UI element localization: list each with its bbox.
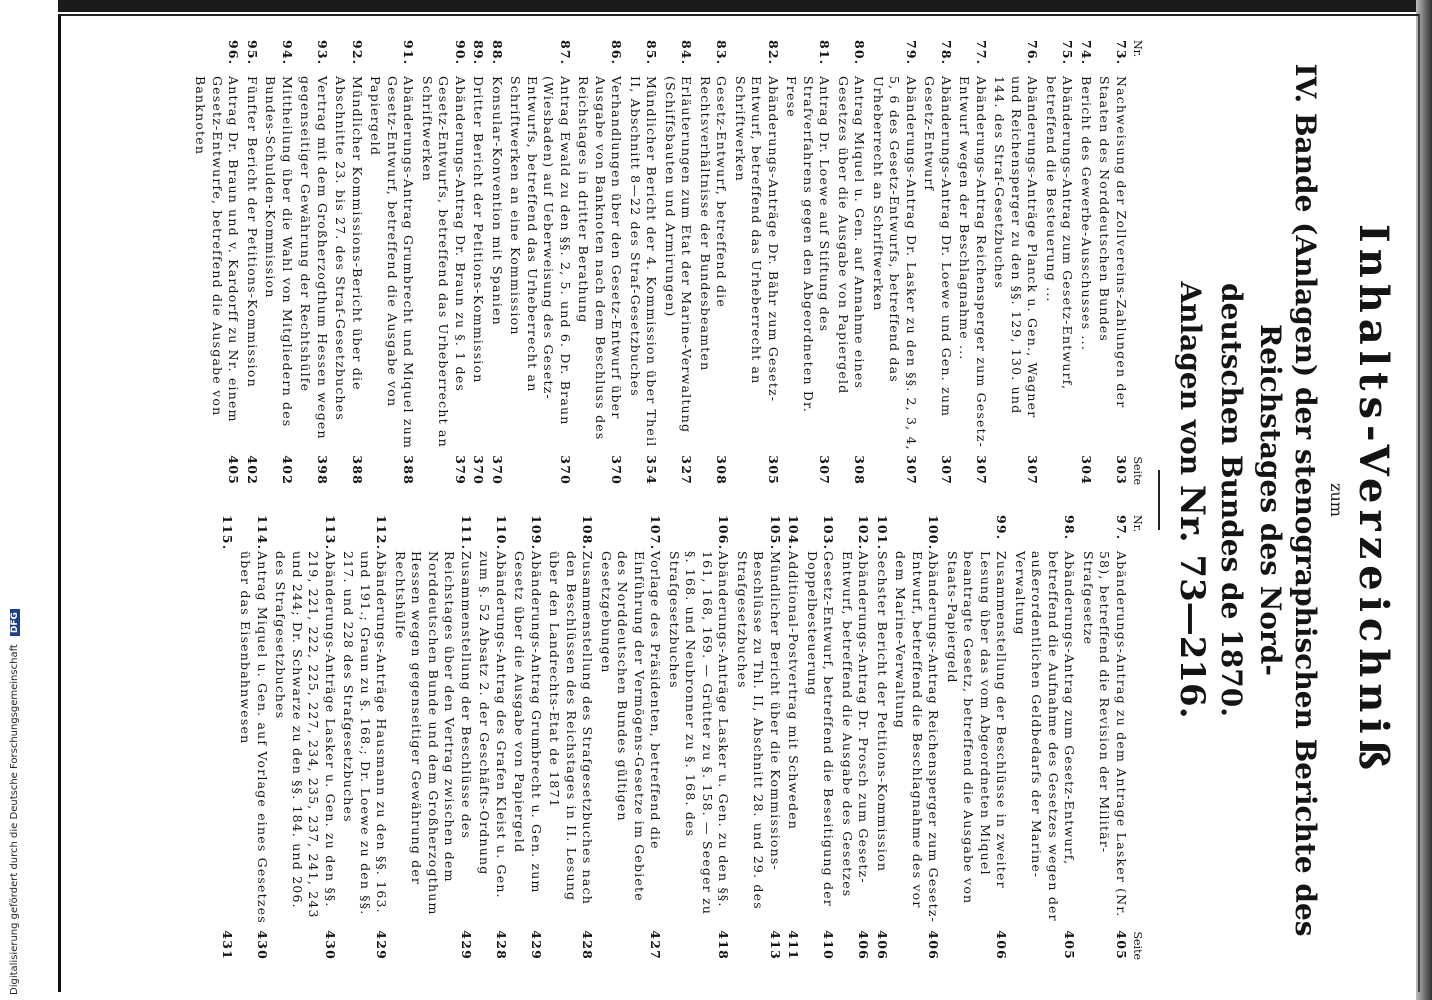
document-header	[1158, 40, 1397, 960]
entry-text: Abänderungs-Antrag Dr. Lasker zu den §§. 2, 3, 4, 5, 6 des Gesetz-Entwurfs, betreffend das Urheberrecht an Schriftwerken	[871, 76, 919, 451]
entry-number: 87.	[558, 40, 573, 66]
entry-number: 74.	[1079, 40, 1094, 66]
toc-entry	[192, 40, 242, 485]
entry-text: Abänderungs-Antrag Dr. Prosch zum Gesetz-Entwurf, betreffend die Ausgabe des Gesetzes	[840, 551, 872, 898]
entry-page: 430	[255, 930, 270, 960]
entry-number: 96.	[226, 40, 242, 66]
entry-page: 402	[280, 455, 295, 485]
entry-page: 388	[401, 455, 417, 485]
entry-text: Vorlage des Präsidenten, betreffend die Einführung der Vermögens-Gesetze im Gebiete des Norddeutschen Bundes gültigen Gesetzgebungen	[599, 551, 664, 902]
entry-number: 84.	[679, 40, 695, 66]
column-head	[1131, 40, 1144, 485]
entry-page: 411	[786, 930, 802, 960]
toc-entry	[892, 515, 942, 960]
toc-column-left	[190, 40, 1144, 485]
entry-text: Zusammenstellung der Beschlüsse des Reichstages über den Vertrag zwischen dem Norddeutschen Bunde und dem Großherzogthum Hessen wegen gegenseitiger Gewährung der Rechtshülfe	[393, 551, 474, 916]
entry-text: Mündlicher Bericht der 4. Kommission über Theil II, Abschnitt 8—22 des Straf-Gesetzbuches	[628, 76, 660, 448]
range-line	[1172, 40, 1212, 960]
nr-label: Nr.	[1131, 515, 1144, 533]
entry-text: Abänderungs-Anträge Hausmann zu den §§. 163. und 191.; Graun zu §. 168.; Dr. Loewe zu den §§. 217. und 228 des Strafgesetzbuches	[341, 551, 390, 916]
toc-entry	[507, 40, 573, 485]
entry-number: 75.	[1060, 40, 1076, 66]
toc-entry	[804, 515, 837, 960]
range-numbers: Nr. 73—216.	[1172, 484, 1212, 719]
toc-entry	[785, 515, 802, 960]
toc-entry	[575, 40, 625, 485]
entry-text: Gesetz-Entwurf, betreffend die Rechtsverhältnisse der Bundesbeamten	[698, 76, 730, 372]
entry-page: 370	[609, 455, 625, 485]
entry-number: 76.	[1025, 40, 1041, 66]
entry-page: 406	[875, 930, 890, 960]
entry-number: 103.	[821, 515, 837, 551]
nr-label: Nr.	[1131, 40, 1144, 58]
entry-text: Abänderungs-Anträge Lasker u. Gen. zu den §§. 161, 168, 169. — Grütter zu §. 158. — Seeger zu §. 168. und Neubronner zu §. 168. des Strafgesetzbuches	[667, 551, 732, 916]
toc-entry	[874, 515, 891, 960]
subtitle-line-1: IV. Bande (Anlagen) der stenographischen Berichte des Reichstages des Nord-	[1254, 63, 1322, 937]
entry-page: 406	[926, 930, 942, 960]
entry-page: 304	[1079, 455, 1094, 485]
entry-number: 90.	[453, 40, 468, 66]
document-title: Inhalts-Verzeichniß	[1350, 223, 1397, 777]
entry-page: 307	[1025, 455, 1041, 485]
entry-text: Antrag Ewald zu den §§. 2, 5. und 6. Dr. Braun (Wiesbaden) auf Ueberweisung des Gesetz-Entwurfs, betreffend das Urheberrecht an Schriftwerken an eine Kommission	[508, 76, 573, 426]
entry-number: 100.	[926, 515, 942, 551]
entry-text: Erläuterungen zum Etat der Marine-Verwaltung (Schiffsbauten und Armirungen)	[663, 76, 695, 434]
seite-label: Seite	[1131, 931, 1144, 960]
toc-entry	[546, 515, 596, 960]
toc-entry	[219, 515, 236, 960]
toc-entry	[1012, 515, 1078, 960]
entry-number: 86.	[609, 40, 625, 66]
entry-page: 429	[459, 930, 474, 960]
entry-page: 418	[716, 930, 732, 960]
digitization-footer	[0, 0, 18, 1000]
entry-page: 308	[714, 455, 730, 485]
toc-entry	[598, 515, 664, 960]
entry-text: Abänderungs-Antrag zu dem Antrage Lasker (Nr. 58), betreffend die Revision der Militär-Strafgesetze	[1081, 551, 1129, 918]
toc-entry	[419, 40, 469, 485]
entry-text: Abänderungs-Antrag des Grafen Kleist u. Gen. zum §. 52 Absatz 2. der Geschäfts-Ordnung	[477, 551, 509, 899]
entry-number: 88.	[490, 40, 505, 66]
entry-page: 405	[1062, 930, 1078, 960]
entry-number: 110.	[494, 515, 509, 551]
entry-text: Antrag Miquel u. Gen. auf Annahme eines Gesetzes über die Ausgabe von Papiergeld	[836, 76, 868, 395]
entry-page: 406	[856, 930, 872, 960]
entry-text: Konsular-Konvention mit Spanien	[490, 76, 505, 326]
entry-number: 77.	[974, 40, 989, 66]
entry-text: Abänderungs-Antrag Reichensperger zum Gesetz-Entwurf, betreffend die Beschlagnahme des vor dem Marine-Verwaltung	[893, 551, 942, 924]
toc-entry	[340, 515, 390, 960]
toc-column-right	[190, 515, 1144, 960]
toc-list-right	[219, 515, 1130, 960]
entry-text: Abänderungs-Antrag Dr. Loewe und Gen. zum Gesetz-Entwurf	[922, 76, 954, 418]
entry-page: 305	[766, 455, 781, 485]
entry-page: 307	[904, 455, 919, 485]
entry-page: 379	[453, 455, 468, 485]
entry-text: Abänderungs-Antrag zum Gesetz-Entwurf, betreffend die Aufnahme des Gesetzes wegen der außerordentlichen Geldbedarfs der Marine-Verwaltung	[1013, 551, 1078, 922]
entry-page: 428	[580, 930, 596, 960]
entry-number: 94.	[280, 40, 295, 66]
toc-entry	[732, 40, 782, 485]
toc-entry	[237, 515, 270, 960]
entry-page: 327	[679, 455, 695, 485]
toc-entry	[835, 40, 868, 485]
entry-number: 85.	[644, 40, 660, 66]
toc-entry	[470, 40, 487, 485]
entry-text: Additional-Postvertrag mit Schweden	[786, 551, 802, 831]
entry-text: Antrag Miquel u. Gen. auf Vorlage eines Gesetzes über das Eisenbahnwesen	[238, 551, 270, 924]
entry-text: Dritter Bericht der Petitions-Kommission	[471, 76, 487, 384]
entry-text: Abänderungs-Antrag Grumbrecht und Miquel zum Gesetz-Entwurf, betreffend die Ausgabe von Papiergeld	[368, 76, 417, 450]
toc-entry	[783, 40, 833, 485]
entry-text: Abänderungs-Anträge Lasker u. Gen. zu den §§. 219, 221, 222, 225, 227, 234, 235, 237, 241, 243 und 244; Dr. Schwarze zu den §§. 184. und 206. des Strafgesetzbuches	[273, 551, 338, 919]
entry-page: 354	[644, 455, 660, 485]
dfg-logo: DFG	[10, 609, 20, 636]
range-prefix: Anlagen von	[1174, 281, 1207, 476]
subtitle-line-2: deutschen Bundes de 1870.	[1215, 283, 1248, 717]
entry-number: 102.	[856, 515, 872, 551]
toc-entry	[662, 40, 695, 485]
toc-entry	[991, 40, 1041, 485]
entry-number: 78.	[939, 40, 954, 66]
entry-text: Mündlicher Kommissions-Bericht über die Abschnitte 23. bis 27. des Straf-Gesetzbuches	[333, 76, 365, 421]
column-head	[1131, 515, 1144, 960]
entry-number: 89.	[471, 40, 487, 66]
entry-page: 370	[490, 455, 505, 485]
toc-entry	[1096, 40, 1129, 485]
entry-number: 113.	[323, 515, 338, 551]
entry-text: Mittheilung über die Wahl von Mitgliedern des Bundes-Schulden-Kommission	[263, 76, 295, 428]
entry-number: 93.	[315, 40, 330, 66]
entry-text	[219, 551, 236, 926]
toc-entry	[870, 40, 920, 485]
toc-entry	[367, 40, 417, 485]
toc-entry	[956, 40, 989, 485]
entry-number: 97.	[1114, 515, 1129, 541]
entry-text: Abänderungs-Anträge Dr. Bähr zum Gesetz-Entwurf, betreffend das Urheberrecht an Schriftwerken	[733, 76, 781, 403]
entry-page: 406	[994, 930, 1010, 960]
entry-text: Mündlicher Bericht über die Kommissions-Beschlüsse zu Thl. II, Abschnitt 28. und 29. des Strafgesetzbuches	[735, 551, 783, 910]
entry-number: 106.	[716, 515, 732, 551]
entry-text: Bericht des Gewerbe-Ausschusses ...	[1079, 76, 1094, 352]
toc-entry	[734, 515, 784, 960]
entry-number: 92.	[350, 40, 365, 66]
entry-page: 410	[821, 930, 837, 960]
toc-entry	[839, 515, 872, 960]
entry-text: Abänderungs-Antrag Reichensperger zum Gesetz-Entwurf wegen der Beschlagnahme ...	[957, 76, 989, 449]
entry-page: 303	[1114, 455, 1129, 485]
entry-page: 428	[494, 930, 509, 960]
entry-number: 101.	[875, 515, 890, 551]
entry-text: Fünfter Bericht der Petitions-Kommission	[245, 76, 260, 388]
title-connector: zum	[1327, 483, 1346, 517]
toc-entry	[332, 40, 365, 485]
seite-label: Seite	[1131, 456, 1144, 485]
entry-text: Zusammenstellung der Beschlüsse in zweiter Lesung über das vom Abgeordneten Miquel beantragte Gesetz, betreffend die Ausgabe von Staats-Papiergeld	[945, 551, 1010, 905]
entry-text: Sechster Bericht der Petitions-Kommission	[875, 551, 890, 873]
entry-text: Zusammenstellung des Strafgesetzbuches nach den Beschlüssen des Reichstages in II. Lesung über den Landrechts-Etat de 1871	[547, 551, 596, 905]
toc-entry	[1078, 40, 1095, 485]
entry-text: Verhandlungen über den Gesetz-Entwurf über Ausgabe von Banknoten nach dem Beschluss des Reichstages in dritter Berathung	[576, 76, 625, 441]
toc-entry	[1080, 515, 1130, 960]
toc-entry	[944, 515, 1010, 960]
document-page	[95, 0, 1432, 1000]
toc-entry	[272, 515, 338, 960]
footer-note	[9, 609, 20, 995]
entry-number: 112.	[374, 515, 390, 551]
toc-entry	[392, 515, 475, 960]
entry-number: 99.	[994, 515, 1010, 541]
entry-page: 307	[974, 455, 989, 485]
entry-text: Nachweisung der Zollvereins-Zahlungen der Staaten des Norddeutschen Bundes	[1097, 76, 1129, 409]
entry-number: 79.	[904, 40, 919, 66]
toc-entry	[244, 40, 261, 485]
footer-text: Digitalisierung gefördert durch die Deutsche Forschungsgemeinschaft	[9, 644, 20, 995]
entry-number: 80.	[852, 40, 868, 66]
entry-page	[1043, 451, 1076, 485]
entry-number: 83.	[714, 40, 730, 66]
entry-number: 108.	[580, 515, 596, 551]
toc-entry	[666, 515, 732, 960]
toc-entry	[262, 40, 295, 485]
toc-entry	[511, 515, 544, 960]
entry-number: 91.	[401, 40, 417, 66]
entry-number: 104.	[786, 515, 802, 551]
entry-page: 413	[768, 930, 783, 960]
entry-number: 81.	[817, 40, 833, 66]
toc-entry	[1043, 40, 1076, 485]
entry-text: Abänderungs-Antrag Grumbrecht u. Gen. zum Gesetz über die Ausgabe von Papiergeld	[512, 551, 544, 894]
entry-page: 402	[245, 455, 260, 485]
entry-number: 82.	[766, 40, 781, 66]
entry-text: Abänderungs-Antrag Dr. Braun zu §. 1 des Gesetz-Entwurfs, betreffend das Urheberrecht an Schriftwerken	[420, 76, 468, 448]
entry-page: 431	[220, 930, 235, 960]
toc-entry	[627, 40, 660, 485]
entry-page: 429	[374, 930, 390, 960]
entry-page: 307	[939, 455, 954, 485]
toc-entry	[489, 40, 506, 485]
entry-page: 370	[558, 455, 573, 485]
toc-entry	[476, 515, 509, 960]
toc-list-left	[192, 40, 1129, 485]
entry-number: 109.	[529, 515, 544, 551]
entry-text: Abänderungs-Anträge Planck u. Gen., Wagner und Reichensperger zu den §§. 129, 130. und 144. des Straf-Gesetzbuches	[992, 76, 1041, 419]
entry-page: 405	[1114, 930, 1129, 960]
toc-entry	[921, 40, 954, 485]
toc-entry	[697, 40, 730, 485]
header-rule	[1158, 470, 1160, 530]
entry-number: 115.	[220, 515, 235, 551]
entry-number: 73.	[1114, 40, 1129, 66]
entry-page: 308	[852, 455, 868, 485]
entry-number: 114.	[255, 515, 270, 551]
entry-page: 430	[323, 930, 338, 960]
entry-number: 111.	[459, 515, 474, 551]
entry-page: 370	[471, 455, 487, 485]
entry-page: 307	[817, 455, 833, 485]
entry-text: Antrag Dr. Braun und v. Kardorff zu Nr. einem Gesetz-Entwurfe, betreffend die Ausgabe von Banknoten	[193, 76, 242, 423]
entry-page: 429	[529, 930, 544, 960]
entry-number: 98.	[1062, 515, 1078, 541]
entry-page: 388	[350, 455, 365, 485]
entry-text: Abänderungs-Antrag zum Gesetz-Entwurf, betreffend die Besteuerung ...	[1044, 76, 1076, 391]
entry-text: Gesetz-Entwurf, betreffend die Beseitigung der Doppelbesteuerung	[805, 551, 837, 907]
entry-number: 95.	[245, 40, 260, 66]
entry-page: 405	[226, 455, 242, 485]
entry-text: Vertrag mit dem Großherzogthum Hessen wegen gegenseitiger Gewährung der Rechtshülfe	[298, 76, 330, 440]
entry-number: 105.	[768, 515, 783, 551]
toc-entry	[297, 40, 330, 485]
entry-number: 107.	[648, 515, 664, 551]
toc-columns	[190, 40, 1144, 960]
entry-page: 427	[648, 930, 664, 960]
entry-text: Antrag Dr. Loewe auf Stiftung des Strafverfahrens gegen den Abgeordneten Dr. Frese	[784, 76, 833, 414]
entry-page: 398	[315, 455, 330, 485]
